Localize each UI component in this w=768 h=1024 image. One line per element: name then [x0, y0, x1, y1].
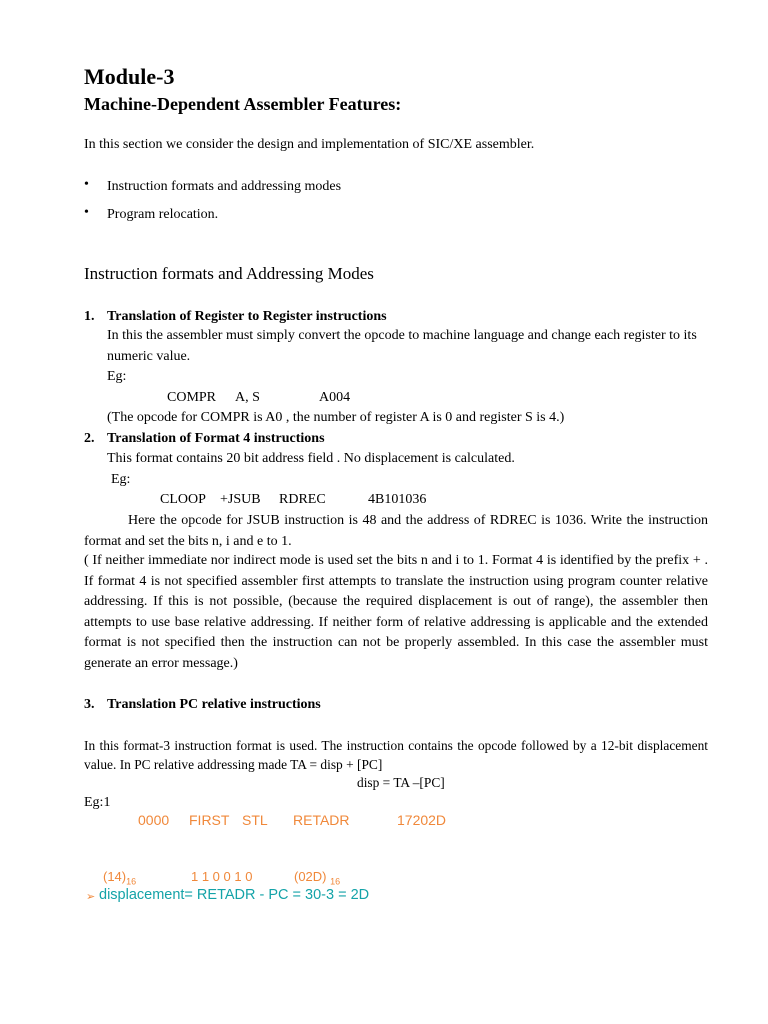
bullet-icon: • [84, 177, 89, 192]
example-mnemonic: COMPR [167, 390, 217, 405]
bullet-item: Program relocation. [107, 207, 219, 222]
item-text: This format contains 20 bit address field . No displacement is calculated. [107, 451, 515, 466]
item-heading: Translation PC relative instructions [107, 697, 321, 712]
example-mnemonic: STL [242, 812, 268, 828]
example-code: 17202D [397, 812, 447, 828]
bullet-item: Instruction formats and addressing modes [107, 179, 342, 194]
item-paragraph: Here the opcode for JSUB instruction is 48 and the address of RDREC is 1036. Write the instruction format and set the bits n, i and e to 1. [84, 513, 708, 549]
example-label: FIRST [189, 812, 230, 828]
example-code: 4B101036 [368, 492, 427, 507]
arrow-bullet-icon: ➢ [86, 891, 96, 903]
subsection-title: Instruction formats and Addressing Modes [84, 264, 374, 283]
section-title: Machine-Dependent Assembler Features: [84, 94, 402, 114]
example-label: CLOOP [160, 492, 206, 507]
item-heading: Translation of Format 4 instructions [107, 431, 325, 446]
example-code: A004 [319, 390, 351, 405]
example-operand: RETADR [293, 812, 350, 828]
module-title: Module-3 [84, 64, 175, 89]
eg-label: Eg:1 [84, 795, 111, 810]
disp-value: (02D) $_{16}$ [294, 869, 341, 887]
nixbpe-bits: 1 1 0 0 1 0 [191, 869, 253, 884]
item-text: In this the assembler must simply convert the opcode to machine language and change each register to its numeric value. [107, 328, 697, 364]
item-number: 2. [84, 431, 95, 446]
eg-label: Eg: [111, 472, 131, 487]
bullet-icon: • [84, 205, 89, 220]
eg-label: Eg: [107, 369, 127, 384]
opcode-value: $(14)_{16}$ [103, 869, 137, 887]
displacement-formula: displacement= RETADR - PC = 30-3 = 2D [99, 887, 370, 903]
item-number: 1. [84, 309, 95, 324]
item-text: In this format-3 instruction format is used. The instruction contains the opcode followed by a 12-bit displacement value. In PC relative addressing made TA = disp + [PC] [84, 738, 708, 772]
formula: disp = TA –[PC] [357, 775, 445, 790]
item-number: 3. [84, 697, 95, 712]
item-note: (The opcode for COMPR is A0 , the number of register A is 0 and register S is 4.) [107, 410, 565, 425]
item-heading: Translation of Register to Register instructions [107, 309, 387, 324]
example-operand: RDREC [279, 492, 326, 507]
example-mnemonic: +JSUB [220, 492, 261, 507]
item-paragraph: ( If neither immediate nor indirect mode is used set the bits n and i to 1. Format 4 is identified by the prefix + . If format 4 is not specified assembler first attempts to translate the instruction using program counter relative addressing. If this is not possible, (because the required displacement is out of range), the assembler then attempts to use base relative addressing. If neither form of relative addressing is applicable and the extended format is not specified then the instruction can not be properly assembled. In this case the assembler must generate an error message.) [84, 553, 708, 671]
example-operand: A, S [235, 390, 260, 405]
intro-text: In this section we consider the design and implementation of SIC/XE assembler. [84, 137, 535, 152]
example-loc: 0000 [138, 812, 170, 828]
